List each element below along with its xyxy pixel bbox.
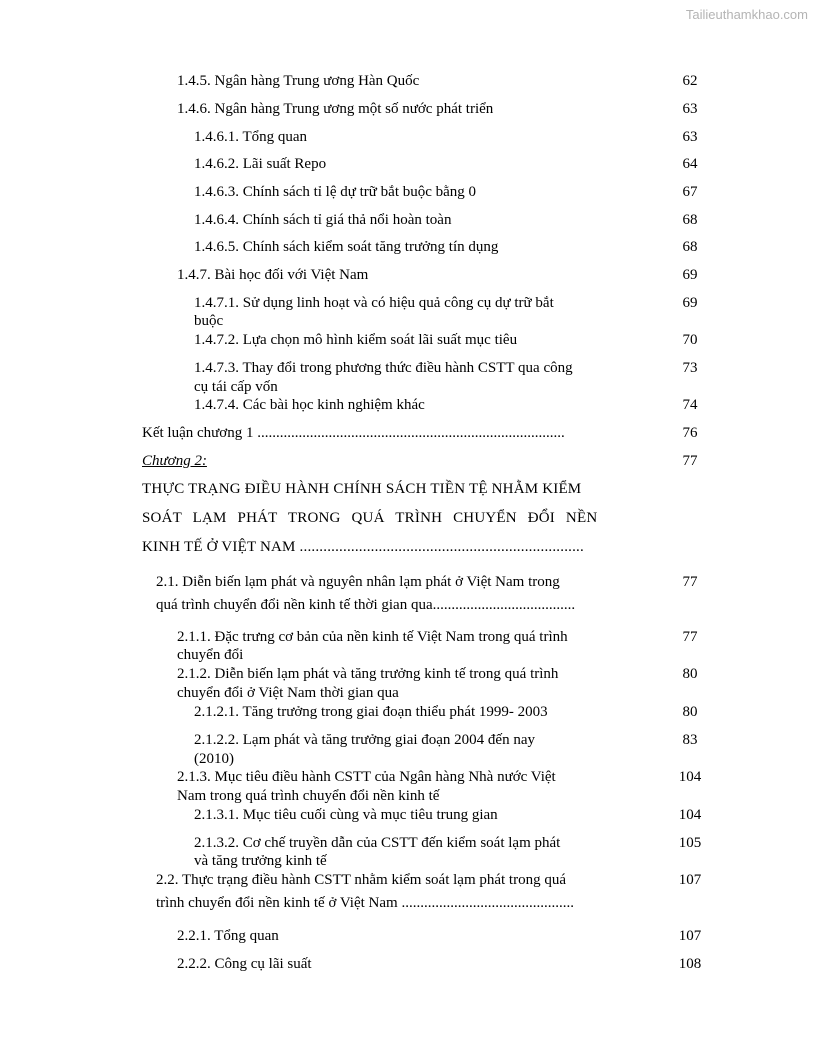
toc-entry-1-4-6: 1.4.6. Ngân hàng Trung ương một số nước phát triển	[177, 101, 494, 117]
toc-entry-2-1: 2.1. Diễn biến lạm phát và nguyên nhân lạm phát ở Việt Nam trong	[156, 574, 560, 590]
toc-entry-2-1-2-1: 2.1.2.1. Tăng trưởng trong giai đoạn thiểu phát 1999- 2003	[194, 704, 548, 720]
toc-entry-1-4-7-3: 1.4.7.3. Thay đổi trong phương thức điều hành CSTT qua công	[194, 360, 573, 376]
toc-entry-1-4-7-4: 1.4.7.4. Các bài học kinh nghiệm khác	[194, 397, 425, 413]
toc-page-2-1-2: 80	[682, 666, 698, 682]
toc-entry-2-1-3-cont: Nam trong quá trình chuyển đổi nền kinh tế	[177, 788, 440, 804]
toc-entry-1-4-6-1: 1.4.6.1. Tổng quan	[194, 129, 308, 145]
toc-page-ket-luan-1: 76	[682, 425, 698, 441]
toc-page-1-4-7-3: 73	[682, 360, 698, 376]
toc-page-1-4-6-3: 67	[682, 184, 698, 200]
toc-entry-1-4-6-4: 1.4.6.4. Chính sách tỉ giá thả nổi hoàn toàn	[194, 212, 452, 228]
toc-entry-2-2-cont: trình chuyển đổi nền kinh tế ở Việt Nam ..............................................	[156, 895, 574, 911]
toc-page-1-4-6-1: 63	[682, 129, 698, 145]
toc-page-1-4-7-2: 70	[682, 332, 698, 348]
toc-page-1-4-7: 69	[682, 267, 698, 283]
toc-page-2-1-2-2: 83	[682, 732, 698, 748]
toc-page-1-4-5: 62	[682, 73, 698, 89]
toc-page-2-1-3-1: 104	[678, 807, 702, 823]
toc-entry-2-1-3-1: 2.1.3.1. Mục tiêu cuối cùng và mục tiêu trung gian	[194, 807, 498, 823]
toc-entry-1-4-6-3: 1.4.6.3. Chính sách tỉ lệ dự trữ bắt buộc bằng 0	[194, 184, 477, 200]
toc-entry-1-4-5: 1.4.5. Ngân hàng Trung ương Hàn Quốc	[177, 73, 420, 89]
toc-entry-2-1-1: 2.1.1. Đặc trưng cơ bản của nền kinh tế Việt Nam trong quá trình	[177, 629, 568, 645]
toc-page-1-4-7-4: 74	[682, 397, 698, 413]
toc-entry-2-1-2-2-cont: (2010)	[194, 751, 234, 767]
toc-entry-1-4-7-2: 1.4.7.2. Lựa chọn mô hình kiểm soát lãi suất mục tiêu	[194, 332, 518, 348]
toc-page-2-1-3-2: 105	[678, 835, 702, 851]
chapter-2-title-line-3: KINH TẾ Ở VIỆT NAM ........................................................................	[142, 539, 584, 555]
toc-entry-ket-luan-1: Kết luận chương 1 ..................................................................................	[142, 425, 565, 441]
toc-entry-1-4-6-2: 1.4.6.2. Lãi suất Repo	[194, 156, 327, 172]
toc-page-1-4-6-5: 68	[682, 239, 698, 255]
toc-entry-2-1-2-2: 2.1.2.2. Lạm phát và tăng trưởng giai đoạn 2004 đến nay	[194, 732, 535, 748]
toc-entry-2-1-cont: quá trình chuyển đổi nền kinh tế thời gian qua......................................	[156, 597, 576, 613]
toc-page-2-2: 107	[678, 872, 702, 888]
toc-page-chapter-2: 77	[682, 453, 698, 469]
toc-page-2-1-2-1: 80	[682, 704, 698, 720]
toc-entry-1-4-6-5: 1.4.6.5. Chính sách kiểm soát tăng trưởng tín dụng	[194, 239, 499, 255]
toc-entry-1-4-7-1-cont: buộc	[194, 313, 224, 329]
toc-page-1-4-6: 63	[682, 101, 698, 117]
toc-page-2-2-2: 108	[678, 956, 702, 972]
chapter-2-label: Chương 2:	[142, 453, 207, 469]
toc-entry-2-1-1-cont: chuyển đổi	[177, 647, 244, 663]
toc-entry-2-1-3-2: 2.1.3.2. Cơ chế truyền dẫn của CSTT đến kiểm soát lạm phát	[194, 835, 561, 851]
chapter-2-title-line-2: SOÁT LẠM PHÁT TRONG QUÁ TRÌNH CHUYỂN ĐỔI NỀN	[142, 510, 598, 526]
toc-page-2-2-1: 107	[678, 928, 702, 944]
toc-entry-1-4-7-3-cont: cụ tái cấp vốn	[194, 379, 278, 395]
toc-entry-2-1-2-cont: chuyển đổi ở Việt Nam thời gian qua	[177, 685, 399, 701]
toc-page-1-4-6-4: 68	[682, 212, 698, 228]
toc-page-2-1: 77	[682, 574, 698, 590]
toc-entry-1-4-7-1: 1.4.7.1. Sử dụng linh hoạt và có hiệu quả công cụ dự trữ bắt	[194, 295, 554, 311]
toc-entry-2-2-2: 2.2.2. Công cụ lãi suất	[177, 956, 312, 972]
toc-entry-2-2-1: 2.2.1. Tổng quan	[177, 928, 279, 944]
toc-entry-2-2: 2.2. Thực trạng điều hành CSTT nhằm kiểm soát lạm phát trong quá	[156, 872, 567, 888]
watermark: Tailieuthamkhao.com	[685, 7, 808, 22]
toc-page-1-4-7-1: 69	[682, 295, 698, 311]
toc-entry-2-1-3-2-cont: và tăng trưởng kinh tế	[194, 853, 327, 869]
toc-entry-2-1-3: 2.1.3. Mục tiêu điều hành CSTT của Ngân hàng Nhà nước Việt	[177, 769, 556, 785]
toc-page-2-1-1: 77	[682, 629, 698, 645]
toc-entry-2-1-2: 2.1.2. Diễn biến lạm phát và tăng trưởng kinh tế trong quá trình	[177, 666, 559, 682]
toc-entry-1-4-7: 1.4.7. Bài học đối với Việt Nam	[177, 267, 369, 283]
toc-page-1-4-6-2: 64	[682, 156, 698, 172]
chapter-2-title-line-1: THỰC TRẠNG ĐIỀU HÀNH CHÍNH SÁCH TIỀN TỆ NHẰM KIỂM	[142, 481, 582, 497]
toc-page-2-1-3: 104	[678, 769, 702, 785]
